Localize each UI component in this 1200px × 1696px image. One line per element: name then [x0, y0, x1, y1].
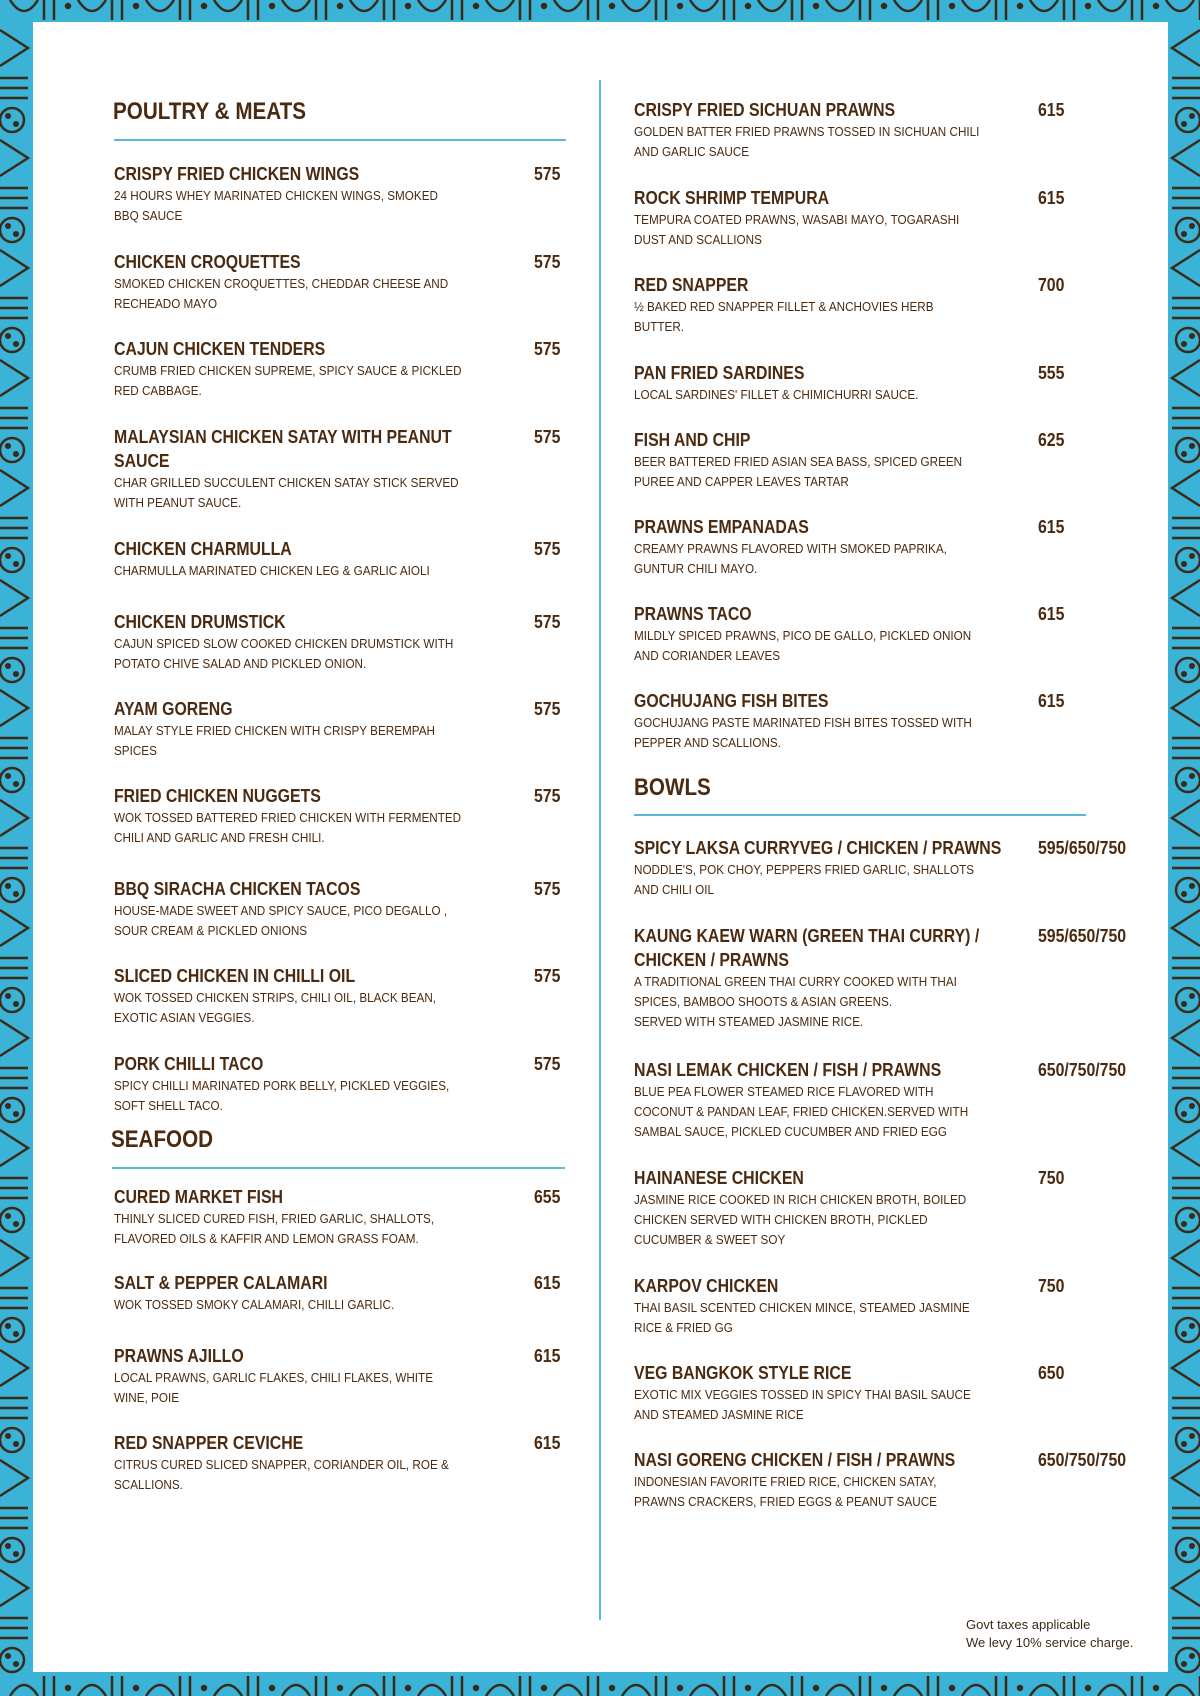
menu-item-name-continued: SAUCE: [114, 451, 170, 471]
menu-item-description: SPICES, BAMBOO SHOOTS & ASIAN GREENS.: [634, 994, 893, 1009]
menu-item-price: 615: [1038, 188, 1065, 208]
menu-item-description: RED CABBAGE.: [114, 383, 202, 398]
menu-item-price: 575: [534, 786, 561, 806]
menu-item: [114, 250, 485, 314]
menu-item-description: CHARMULLA MARINATED CHICKEN LEG & GARLIC AIOLI: [114, 563, 430, 578]
menu-item-price: 615: [1038, 517, 1065, 537]
menu-item-name: CURED MARKET FISH: [114, 1187, 283, 1207]
menu-item-name: SPICY LAKSA CURRYVEG / CHICKEN / PRAWNS: [634, 838, 1002, 858]
menu-item-description: POTATO CHIVE SALAD AND PICKLED ONION.: [114, 656, 367, 671]
menu-item-name: CRISPY FRIED CHICKEN WINGS: [114, 164, 360, 184]
menu-item-name: FRIED CHICKEN NUGGETS: [114, 786, 321, 806]
menu-item-price: 625: [1038, 430, 1065, 450]
section-rule-seafood: [112, 1167, 565, 1169]
menu-item-description: COCONUT & PANDAN LEAF, FRIED CHICKEN.SERVED WITH: [634, 1104, 969, 1119]
menu-item: [634, 1058, 1005, 1142]
menu-item-description: PEPPER AND SCALLIONS.: [634, 735, 781, 750]
menu-item-name: RED SNAPPER CEVICHE: [114, 1433, 304, 1453]
menu-item-name: CRISPY FRIED SICHUAN PRAWNS: [634, 100, 896, 120]
menu-item: [634, 428, 999, 492]
menu-item-description: BBQ SAUCE: [114, 208, 183, 223]
section-rule-poultry: [114, 139, 566, 141]
menu-item-description: ½ BAKED RED SNAPPER FILLET & ANCHOVIES HERB: [634, 299, 934, 314]
menu-item-price: 650/750/750: [1038, 1060, 1127, 1080]
menu-item-price: 700: [1038, 275, 1065, 295]
menu-item-description: PRAWNS CRACKERS, FRIED EGGS & PEANUT SAUCE: [634, 1494, 937, 1509]
menu-item: [114, 425, 498, 513]
menu-item-price: 615: [1038, 100, 1065, 120]
menu-item: [634, 1166, 1003, 1250]
menu-item-description: A TRADITIONAL GREEN THAI CURRY COOKED WITH THAI: [634, 974, 957, 989]
menu-item-description: EXOTIC MIX VEGGIES TOSSED IN SPICY THAI BASIL SAUCE: [634, 1387, 971, 1402]
menu-item-name: PRAWNS TACO: [634, 604, 752, 624]
menu-item-description: SOFT SHELL TACO.: [114, 1098, 223, 1113]
menu-item-description: CREAMY PRAWNS FLAVORED WITH SMOKED PAPRIKA,: [634, 541, 947, 556]
menu-item-name: CHICKEN CHARMULLA: [114, 539, 292, 559]
menu-item-description: GOCHUJANG PASTE MARINATED FISH BITES TOSSED WITH: [634, 715, 972, 730]
menu-item: [114, 1185, 470, 1249]
menu-item-price: 615: [1038, 691, 1065, 711]
menu-item: [114, 1271, 425, 1315]
menu-item-description: MALAY STYLE FRIED CHICKEN WITH CRISPY BEREMPAH: [114, 723, 435, 738]
menu-item: [634, 1448, 999, 1512]
menu-item-name: PRAWNS AJILLO: [114, 1346, 244, 1366]
section-title-seafood: SEAFOOD: [111, 1126, 214, 1153]
menu-item-description: SMOKED CHICKEN CROQUETTES, CHEDDAR CHEESE AND: [114, 276, 449, 291]
column-divider: [599, 80, 601, 1620]
menu-item-description: WINE, POIE: [114, 1390, 180, 1405]
section-rule-bowls: [634, 814, 1086, 816]
menu-item-description: BUTTER.: [634, 319, 685, 334]
menu-item-description: AND CORIANDER LEAVES: [634, 648, 781, 663]
menu-item-name: CHICKEN DRUMSTICK: [114, 612, 286, 632]
menu-item-name: SLICED CHICKEN IN CHILLI OIL: [114, 966, 356, 986]
menu-item: [114, 964, 472, 1028]
menu-item: [634, 1361, 1008, 1425]
menu-item: [634, 602, 1009, 666]
menu-item-description: JASMINE RICE COOKED IN RICH CHICKEN BROTH, BOILED: [634, 1192, 967, 1207]
menu-item-price: 575: [534, 252, 561, 272]
menu-item-price: 750: [1038, 1276, 1065, 1296]
menu-item-price: 615: [1038, 604, 1065, 624]
menu-item-name: KAUNG KAEW WARN (GREEN THAI CURRY) /: [634, 926, 980, 946]
menu-item-description: AND CHILI OIL: [634, 882, 714, 897]
menu-item-description: MILDLY SPICED PRAWNS, PICO DE GALLO, PICKLED ONION: [634, 628, 972, 643]
menu-item-name: CHICKEN CROQUETTES: [114, 252, 301, 272]
menu-item: [634, 1274, 1007, 1338]
menu-item-description: SPICY CHILLI MARINATED PORK BELLY, PICKLED VEGGIES,: [114, 1078, 450, 1093]
menu-item: [114, 877, 484, 941]
menu-item: [634, 98, 1018, 162]
menu-item-description: WITH PEANUT SAUCE.: [114, 495, 242, 510]
menu-item-price: 575: [534, 164, 561, 184]
menu-item: [114, 697, 471, 761]
menu-item: [634, 836, 1051, 900]
menu-item-description: SOUR CREAM & PICKLED ONIONS: [114, 923, 308, 938]
menu-item-name: PAN FRIED SARDINES: [634, 363, 805, 383]
menu-item-price: 615: [534, 1346, 561, 1366]
section-title-bowls: BOWLS: [634, 774, 711, 801]
menu-item-price: 750: [1038, 1168, 1065, 1188]
menu-item: [114, 610, 491, 674]
menu-item-description: FLAVORED OILS & KAFFIR AND LEMON GRASS FOAM.: [114, 1231, 419, 1246]
menu-item-price: 650: [1038, 1363, 1065, 1383]
menu-item-price: 575: [534, 699, 561, 719]
menu-item: [114, 1052, 487, 1116]
footer-taxes: Govt taxes applicable: [966, 1617, 1091, 1632]
menu-item-name: BBQ SIRACHA CHICKEN TACOS: [114, 879, 361, 899]
menu-item-price: 575: [534, 612, 561, 632]
menu-item-description: LOCAL SARDINES' FILLET & CHIMICHURRI SAUCE.: [634, 387, 919, 402]
menu-item-description: AND STEAMED JASMINE RICE: [634, 1407, 804, 1422]
menu-item-name: PORK CHILLI TACO: [114, 1054, 264, 1074]
footer-service-charge: We levy 10% service charge.: [966, 1635, 1134, 1650]
menu-item-description: NODDLE'S, POK CHOY, PEPPERS FRIED GARLIC, SHALLOTS: [634, 862, 975, 877]
menu-item-description: SPICES: [114, 743, 157, 758]
menu-item-description: RECHEADO MAYO: [114, 296, 218, 311]
menu-item-description: SAMBAL SAUCE, PICKLED CUCUMBER AND FRIED EGG: [634, 1124, 947, 1139]
menu-item-name: PRAWNS EMPANADAS: [634, 517, 809, 537]
menu-item-price: 615: [534, 1273, 561, 1293]
menu-item-description: RICE & FRIED GG: [634, 1320, 733, 1335]
menu-item-description: SCALLIONS.: [114, 1477, 183, 1492]
menu-item: [114, 1344, 468, 1408]
menu-item: [114, 537, 465, 581]
menu-item-description: CUCUMBER & SWEET SOY: [634, 1232, 786, 1247]
menu-item-name: NASI LEMAK CHICKEN / FISH / PRAWNS: [634, 1060, 942, 1080]
menu-item-price: 615: [534, 1433, 561, 1453]
menu-item-price: 575: [534, 966, 561, 986]
menu-item-name: VEG BANGKOK STYLE RICE: [634, 1363, 852, 1383]
menu-item-description: GUNTUR CHILI MAYO.: [634, 561, 758, 576]
menu-item-description: EXOTIC ASIAN VEGGIES.: [114, 1010, 255, 1025]
menu-item-name: NASI GORENG CHICKEN / FISH / PRAWNS: [634, 1450, 956, 1470]
menu-item-description: DUST AND SCALLIONS: [634, 232, 762, 247]
menu-item-price: 595/650/750: [1038, 926, 1127, 946]
menu-item: [114, 337, 500, 401]
menu-item: [634, 689, 1009, 753]
menu-item-description: INDONESIAN FAVORITE FRIED RICE, CHICKEN SATAY,: [634, 1474, 937, 1489]
menu-item-name-continued: CHICKEN / PRAWNS: [634, 950, 789, 970]
menu-item-description: BEER BATTERED FRIED ASIAN SEA BASS, SPICED GREEN: [634, 454, 963, 469]
menu-item: [634, 273, 967, 337]
menu-item: [634, 361, 950, 405]
menu-item: [634, 186, 995, 250]
menu-item-description: BLUE PEA FLOWER STEAMED RICE FLAVORED WITH: [634, 1084, 934, 1099]
menu-item: [634, 515, 982, 579]
menu-item-name: RED SNAPPER: [634, 275, 749, 295]
menu-item-price: 575: [534, 427, 561, 447]
menu-item-description: TEMPURA COATED PRAWNS, WASABI MAYO, TOGARASHI: [634, 212, 960, 227]
menu-item-description: CHICKEN SERVED WITH CHICKEN BROTH, PICKLED: [634, 1212, 928, 1227]
menu-item-name: GOCHUJANG FISH BITES: [634, 691, 829, 711]
menu-item-price: 575: [534, 879, 561, 899]
menu-item-description: CITRUS CURED SLICED SNAPPER, CORIANDER OIL, ROE &: [114, 1457, 449, 1472]
menu-item-price: 575: [534, 339, 561, 359]
menu-item-price: 575: [534, 1054, 561, 1074]
menu-item-name: AYAM GORENG: [114, 699, 233, 719]
menu-item-price: 650/750/750: [1038, 1450, 1127, 1470]
menu-item-name: CAJUN CHICKEN TENDERS: [114, 339, 326, 359]
menu-item-description: GOLDEN BATTER FRIED PRAWNS TOSSED IN SICHUAN CHILI: [634, 124, 980, 139]
menu-item-name: ROCK SHRIMP TEMPURA: [634, 188, 830, 208]
menu-item-name: MALAYSIAN CHICKEN SATAY WITH PEANUT: [114, 427, 452, 447]
menu-item-description: THAI BASIL SCENTED CHICKEN MINCE, STEAMED JASMINE: [634, 1300, 970, 1315]
menu-item-description: SERVED WITH STEAMED JASMINE RICE.: [634, 1014, 864, 1029]
menu-item-name: KARPOV CHICKEN: [634, 1276, 779, 1296]
menu-item-description: WOK TOSSED CHICKEN STRIPS, CHILI OIL, BLACK BEAN,: [114, 990, 437, 1005]
menu-item-description: HOUSE-MADE SWEET AND SPICY SAUCE, PICO DEGALLO ,: [114, 903, 448, 918]
menu-item-description: CRUMB FRIED CHICKEN SUPREME, SPICY SAUCE & PICKLED: [114, 363, 462, 378]
menu-item-price: 575: [534, 539, 561, 559]
menu-item-description: THINLY SLICED CURED FISH, FRIED GARLIC, SHALLOTS,: [114, 1211, 435, 1226]
menu-item-description: PUREE AND CAPPER LEAVES TARTAR: [634, 474, 849, 489]
menu-item-price: 555: [1038, 363, 1065, 383]
menu-item-name: SALT & PEPPER CALAMARI: [114, 1273, 328, 1293]
menu-item-price: 655: [534, 1187, 561, 1207]
menu-item: [114, 162, 474, 226]
menu-item-description: WOK TOSSED BATTERED FRIED CHICKEN WITH FERMENTED: [114, 810, 462, 825]
menu-item-description: CHAR GRILLED SUCCULENT CHICKEN SATAY STICK SERVED: [114, 475, 459, 490]
footer-note: [966, 1616, 1133, 1652]
menu-item: [114, 784, 500, 848]
menu-item-description: LOCAL PRAWNS, GARLIC FLAKES, CHILI FLAKES, WHITE: [114, 1370, 434, 1385]
menu-item-price: 595/650/750: [1038, 838, 1127, 858]
menu-item-name: FISH AND CHIP: [634, 430, 751, 450]
menu-item-description: AND GARLIC SAUCE: [634, 144, 750, 159]
menu-item: [114, 1431, 486, 1495]
menu-item: [634, 924, 1026, 1032]
menu-item-description: CAJUN SPICED SLOW COOKED CHICKEN DRUMSTICK WITH: [114, 636, 454, 651]
menu-item-description: 24 HOURS WHEY MARINATED CHICKEN WINGS, SMOKED: [114, 188, 438, 203]
section-title-poultry: POULTRY & MEATS: [113, 98, 307, 125]
menu-item-name: HAINANESE CHICKEN: [634, 1168, 804, 1188]
menu-item-description: CHILI AND GARLIC AND FRESH CHILI.: [114, 830, 325, 845]
menu-item-description: WOK TOSSED SMOKY CALAMARI, CHILLI GARLIC.: [114, 1297, 395, 1312]
